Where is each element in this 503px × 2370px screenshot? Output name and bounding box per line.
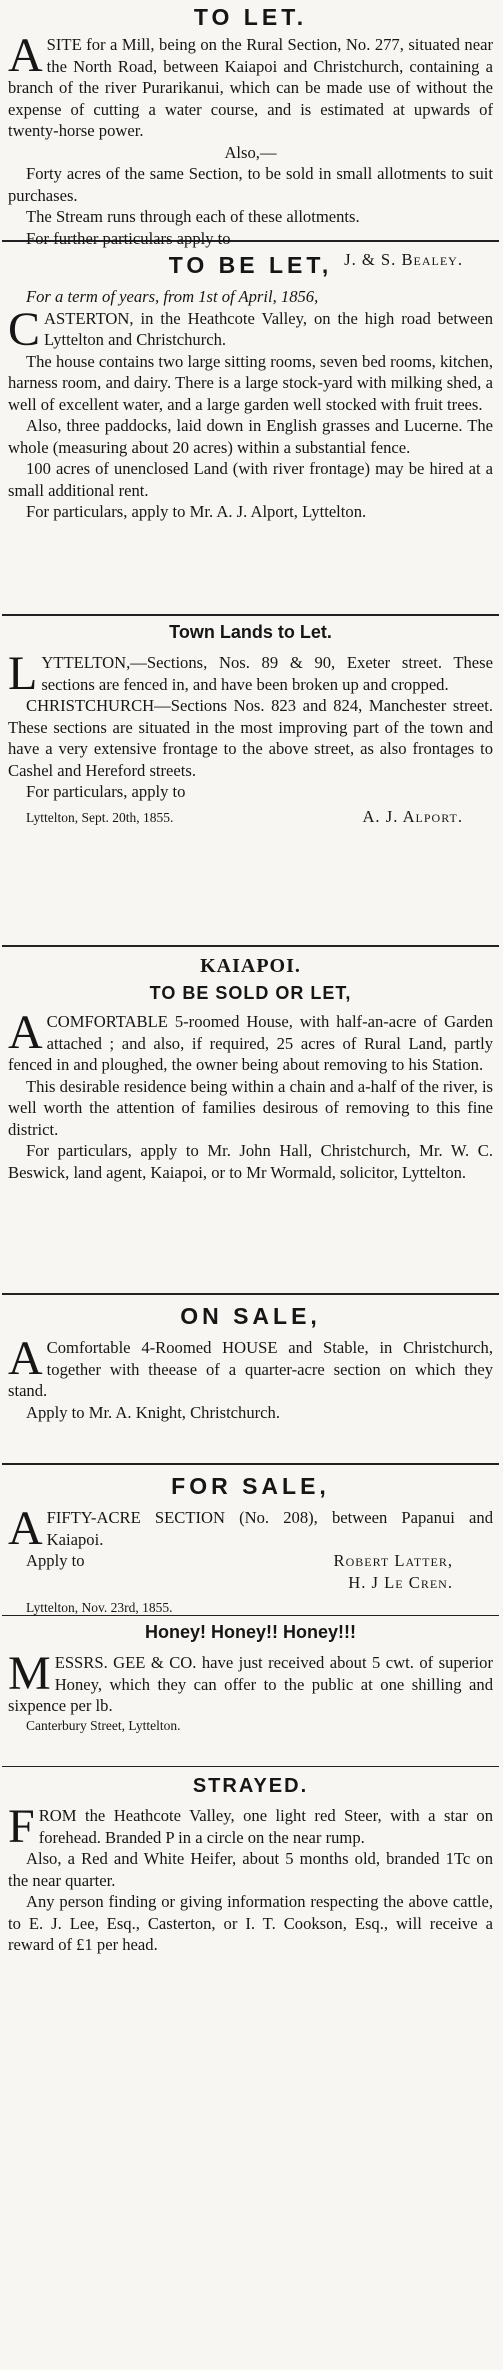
ad-signature: J. & S. Bealey. [344, 250, 463, 269]
ad-kaiapoi-sale [8, 947, 493, 1293]
ad-to-be-let-casterton [8, 242, 493, 614]
ad-heading: TO LET. [193, 4, 308, 30]
ad-heading: ON SALE, [180, 1303, 321, 1329]
ad-date: Lyttelton, Sept. 20th, 1855. [26, 809, 174, 825]
agents-row [8, 1550, 493, 1572]
paragraph-text: ESSRS. GEE & CO. have just received about 5 cwt. of superior Honey, which they can offer to the public at one shilling and sixpence per lb. [8, 1653, 493, 1715]
ad-body-paragraph [8, 647, 493, 700]
agent-name: Robert Latter, [333, 1551, 453, 1570]
ad-body-paragraph [8, 1332, 493, 1402]
ad-body-paragraph: Also, three paddocks, laid down in English grasses and Lucerne. The whole (measuring about 20 acres) within a substantial fence. [8, 416, 493, 457]
ad-signature: A. J. Alport. [362, 806, 463, 826]
ad-honey [8, 1616, 493, 1766]
ad-on-sale-house [8, 1295, 493, 1463]
ad-heading: STRAYED. [192, 1775, 309, 1797]
paragraph-text: COMFORTABLE 5-roomed House, with half-an-acre of Garden attached ; and also, if required, 25 acres of Rural Land, partly fenced in and ploughed, the owner being about removing to his Station. [8, 1012, 493, 1074]
ad-body-paragraph [8, 29, 493, 142]
agents-row [8, 1572, 493, 1594]
ad-body-paragraph: For particulars, apply to Mr. John Hall, Christchurch, Mr. W. C. Beswick, land agent, Kaiapoi, or to Mr Wormald, solicitor, Lyttelton. [8, 1141, 493, 1182]
paragraph-text: ASTERTON, in the Heathcote Valley, on the high road between Lyttelton and Christchurch. [44, 308, 493, 349]
drop-cap: L [8, 647, 38, 700]
ad-body-paragraph: Any person finding or giving information respecting the above cattle, to E. J. Lee, Esq., Casterton, or I. T. Cookson, Esq., will receive a reward of £1 per head. [8, 1892, 493, 1954]
paragraph-text: FIFTY-ACRE SECTION (No. 208), between Papanui and Kaiapoi. [46, 1508, 493, 1549]
drop-cap: A [8, 1006, 43, 1059]
drop-cap: M [8, 1647, 51, 1700]
ad-body-paragraph: For further particulars apply to [26, 228, 231, 248]
ad-heading: KAIAPOI. [200, 955, 301, 977]
ad-subheading: TO BE SOLD OR LET, [149, 983, 352, 1003]
drop-cap: A [8, 1502, 43, 1555]
ad-body-paragraph: For particulars, apply to [26, 782, 186, 801]
drop-cap: C [8, 302, 41, 356]
drop-cap: A [8, 29, 43, 82]
ad-body-paragraph: 100 acres of unenclosed Land (with river frontage) may be hired at a small additional rent. [8, 459, 493, 500]
ad-body-paragraph [8, 1006, 493, 1076]
ad-body-paragraph [8, 302, 493, 356]
apply-label: Apply to [26, 1551, 85, 1570]
ad-body-paragraph: This desirable residence being within a chain and a-half of the river, is well worth the attention of families desirous of removing to this fine district. [8, 1076, 494, 1139]
ad-heading: TO BE LET, [168, 252, 333, 278]
ad-heading: FOR SALE, [171, 1473, 330, 1499]
ad-town-lands-to-let [8, 616, 493, 945]
ad-body-paragraph: For particulars, apply to Mr. A. J. Alport, Lyttelton. [26, 502, 367, 521]
paragraph-text: SITE for a Mill, being on the Rural Section, No. 277, situated near the North Road, between Kaiapoi and Christchurch, containing a branch of the river Purarikanui, which can be made use of without the expense of cutting a water course, and is estimated at upwards of twenty-horse power. [8, 35, 493, 140]
paragraph-text: ROM the Heathcote Valley, one light red Steer, with a star on forehead. Branded P in a circle on the near rump. [38, 1806, 493, 1847]
ad-body-paragraph [8, 1647, 493, 1717]
ad-date: Lyttelton, Nov. 23rd, 1855. [26, 1600, 173, 1615]
paragraph-text: Comfortable 4-Roomed HOUSE and Stable, in Christchurch, together with theease of a quarter-acre section on which they stand. [8, 1338, 493, 1400]
ad-body-paragraph: Apply to Mr. A. Knight, Christchurch. [26, 1402, 280, 1422]
drop-cap: F [8, 1800, 35, 1853]
ad-heading: Town Lands to Let. [169, 622, 332, 642]
agent-name: H. J Le Cren. [348, 1572, 453, 1592]
ad-heading: Honey! Honey!! Honey!!! [145, 1622, 356, 1642]
ad-strayed-cattle [8, 1767, 493, 2027]
ad-body-paragraph: The house contains two large sitting rooms, seven bed rooms, kitchen, harness room, and dairy. There is a large stock-yard with milking shed, a well of excellent water, and a large garden well stocked with fruit trees. [8, 351, 493, 414]
also-line: Also,— [224, 142, 277, 162]
ad-body-paragraph: The Stream runs through each of these allotments. [26, 207, 360, 226]
ad-body-paragraph: Forty acres of the same Section, to be sold in small allotments to suit purchases. [8, 164, 493, 205]
ad-body-paragraph [8, 1502, 493, 1555]
paragraph-text: YTTELTON,—Sections, Nos. 89 & 90, Exeter street. These sections are fenced in, and have been broken up and cropped. [41, 653, 493, 694]
ad-for-sale-section [8, 1465, 493, 1615]
ad-body-paragraph: CHRISTCHURCH—Sections Nos. 823 and 824, Manchester street. These sections are situated in the most improving part of the town and have a very extensive frontage to the above street, as also frontages to Cashel and Hereford streets. [8, 696, 493, 780]
ad-address: Canterbury Street, Lyttelton. [26, 1717, 181, 1733]
ad-body-paragraph [8, 1800, 493, 1853]
ad-body-paragraph: Also, a Red and White Heifer, about 5 months old, branded 1Tc on the near quarter. [8, 1849, 493, 1890]
drop-cap: A [8, 1332, 43, 1385]
ad-term-line: For a term of years, from 1st of April, 1856, [26, 287, 319, 306]
